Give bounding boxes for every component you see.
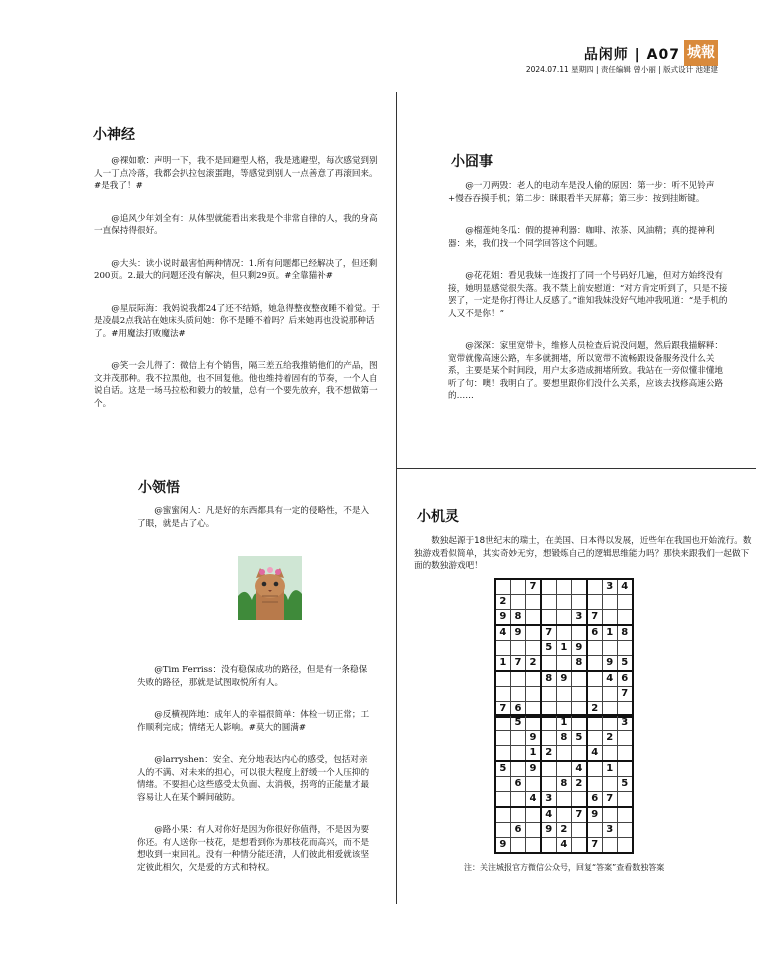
sudoku-cell[interactable] [510,837,525,852]
sudoku-row [495,579,633,594]
sudoku-cell[interactable]: 9 [510,625,525,640]
section-title-xiaojiling: 小机灵 [417,509,459,525]
sudoku-cell[interactable] [602,610,617,625]
post-text: @笑一会儿得了：微信上有个销售，隔三差五给我推销他们的产品，图文并茂那种。我不拉黑他，也不回复他。他也维持着固有的节奏，一个人自说自话。这是一场马拉松和毅力的较量，总有一个要先放弃，我不想做第一个。 [94,361,378,409]
sudoku-cell[interactable] [510,761,525,776]
sudoku-cell[interactable] [587,730,602,745]
sudoku-cell[interactable] [541,730,556,745]
sudoku-cell[interactable] [602,837,617,852]
sudoku-cell[interactable]: 7 [587,610,602,625]
sudoku-row [495,761,633,776]
post-text: @路小果：有人对你好是因为你很好你值得，不是因为要你还。有人送你一枝花，是想看到你为那枝花而高兴，而不是想收到一束回礼。没有一种情分能还清，人们彼此相爱就该坚定彼此相欠，欠是爱的方式和特权。 [137,825,370,873]
sudoku-cell[interactable] [541,594,556,609]
sudoku-cell[interactable]: 7 [495,701,510,716]
sudoku-cell[interactable] [541,776,556,791]
sudoku-cell[interactable]: 5 [617,655,632,670]
sudoku-cell[interactable]: 8 [556,730,571,745]
sudoku-cell[interactable] [587,822,602,837]
sudoku-grid-2 [494,714,634,854]
sudoku-cell[interactable] [587,671,602,686]
sudoku-cell[interactable]: 5 [541,640,556,655]
sudoku-cell[interactable] [510,746,525,761]
sudoku-cell[interactable]: 9 [495,837,510,852]
sudoku-cell[interactable]: 1 [526,746,541,761]
section-title-xiaojiongshi: 小囧事 [451,154,493,170]
sudoku-cell[interactable]: 1 [602,625,617,640]
sudoku-cell[interactable] [571,594,586,609]
sudoku-cell[interactable] [541,610,556,625]
section-body-xiaolingwu-bottom [137,664,373,894]
sudoku-cell[interactable] [617,791,632,806]
sudoku-cell[interactable]: 8 [571,655,586,670]
sudoku-row [495,610,633,625]
sudoku-cell[interactable] [541,686,556,701]
sudoku-cell[interactable]: 4 [602,671,617,686]
sudoku-cell[interactable]: 2 [556,822,571,837]
newspaper-logo: 城報 [684,40,718,66]
sudoku-row [495,837,633,852]
sudoku-cell[interactable] [617,746,632,761]
sudoku-intro: 数独起源于18世纪末的瑞士，在美国、日本得以发展，近些年在我国也开始流行。数独游戏看似简单，其实奇妙无穷，想锻炼自己的逻辑思维能力吗？那快来跟我们一起做下面的数独游戏吧！ [414,536,752,571]
sudoku-cell[interactable]: 4 [526,791,541,806]
sudoku-cell[interactable]: 5 [495,761,510,776]
section-title-xiaolingwu: 小领悟 [138,480,180,496]
sudoku-cell[interactable] [526,822,541,837]
sudoku-cell[interactable] [602,776,617,791]
sudoku-cell[interactable] [495,671,510,686]
page-header-title: 品闲师 | A07 [583,47,680,63]
sudoku-cell[interactable]: 2 [526,655,541,670]
sudoku-cell[interactable] [587,655,602,670]
post-text: @榴莲炖冬瓜：假的提神利器：咖啡、浓茶、风油精；真的提神利器：来，我们找一个同学回答这个问题。 [448,226,715,249]
sudoku-cell[interactable]: 2 [571,776,586,791]
sudoku-cell[interactable]: 4 [571,761,586,776]
sudoku-cell[interactable] [526,807,541,822]
sudoku-cell[interactable] [617,807,632,822]
sudoku-cell[interactable] [541,715,556,730]
sudoku-cell[interactable] [541,655,556,670]
sudoku-cell[interactable] [526,610,541,625]
post-text: @反横视阵地：成年人的幸福很简单：体检一切正常；工作顺利完成；情绪无人影响。#莫大的圆满# [137,710,370,733]
sudoku-cell[interactable]: 6 [587,791,602,806]
sudoku-cell[interactable] [571,837,586,852]
sudoku-cell[interactable] [602,715,617,730]
sudoku-cell[interactable] [587,579,602,594]
sudoku-cell[interactable]: 7 [587,837,602,852]
sudoku-row [495,807,633,822]
sudoku-cell[interactable] [571,715,586,730]
post-text: @花花姐：看见我妹一连拨打了同一个号码好几遍，但对方始终没有接，她明显感觉很失落。我不禁上前安慰道：“对方肯定听到了，只是不接罢了，一定是你打得让人反感了。”谁知我妹没好气地冲我吼道：“是手机的人又不是你！” [448,271,728,319]
sudoku-cell[interactable] [556,791,571,806]
sudoku-cell[interactable] [617,822,632,837]
header-subline: 2024.07.11 星期四 | 责任编辑 曾小丽 | 版式设计 池建建 [525,65,718,74]
sudoku-cell[interactable] [587,776,602,791]
sudoku-cell[interactable]: 1 [495,655,510,670]
sudoku-cell[interactable]: 1 [556,715,571,730]
sudoku-row [495,655,633,670]
sudoku-cell[interactable] [526,625,541,640]
sudoku-cell[interactable]: 2 [587,701,602,716]
sudoku-cell[interactable]: 7 [602,791,617,806]
sudoku-cell[interactable]: 3 [541,791,556,806]
sudoku-cell[interactable] [587,761,602,776]
sudoku-cell[interactable] [617,594,632,609]
post-text: @蜜蜜闲人：凡是好的东西都具有一定的侵略性，不是入了眼，就是占了心。 [137,506,370,529]
sudoku-cell[interactable] [495,822,510,837]
sudoku-cell[interactable]: 9 [602,655,617,670]
sudoku-cell[interactable]: 4 [556,837,571,852]
sudoku-cell[interactable] [510,671,525,686]
sudoku-cell[interactable] [495,715,510,730]
sudoku-cell[interactable]: 9 [541,822,556,837]
sudoku-cell[interactable]: 2 [541,746,556,761]
sudoku-row [495,686,633,701]
sudoku-cell[interactable] [510,594,525,609]
section-body-xiaojiongshi [448,180,730,423]
sudoku-cell[interactable]: 3 [617,715,632,730]
sudoku-cell[interactable]: 3 [571,610,586,625]
sudoku-row [495,715,633,730]
sudoku-cell[interactable] [556,807,571,822]
post-text: @一刀两毁：老人的电动车是没人偷的原因：第一步：听不见铃声+慢吞吞摸手机；第二步：眯眼看半天屏幕；第三步：按到挂断键。 [448,181,715,204]
section-body-xiaoshenjing [94,155,380,430]
sudoku-row [495,776,633,791]
sudoku-cell[interactable] [556,746,571,761]
sudoku-cell[interactable] [526,671,541,686]
sudoku-cell[interactable]: 6 [587,625,602,640]
sudoku-cell[interactable] [571,791,586,806]
sudoku-cell[interactable] [556,655,571,670]
sudoku-cell[interactable] [571,671,586,686]
column-divider-horizontal [396,468,756,469]
sudoku-cell[interactable] [602,807,617,822]
sudoku-cell[interactable] [587,640,602,655]
sudoku-cell[interactable]: 8 [541,671,556,686]
sudoku-cell[interactable]: 5 [510,715,525,730]
sudoku-cell[interactable] [587,686,602,701]
sudoku-cell[interactable] [541,579,556,594]
answer-note: 注：关注城报官方微信公众号，回复“答案”查看数独答案 [464,863,665,872]
sudoku-cell[interactable]: 9 [526,730,541,745]
sudoku-row [495,822,633,837]
sudoku-cell[interactable]: 9 [571,640,586,655]
sudoku-cell[interactable]: 2 [602,730,617,745]
sudoku-cell[interactable]: 1 [556,640,571,655]
sudoku-cell[interactable] [510,686,525,701]
sudoku-cell[interactable] [617,837,632,852]
sudoku-cell[interactable]: 9 [526,761,541,776]
sudoku-cell[interactable] [587,594,602,609]
sudoku-cell[interactable] [541,837,556,852]
sudoku-cell[interactable]: 4 [541,807,556,822]
post-text: @Tim Ferriss：没有稳保成功的路径，但是有一条稳保失败的路径，那就是试图取悦所有人。 [137,665,368,688]
sudoku-cell[interactable]: 8 [617,625,632,640]
sudoku-cell[interactable] [602,686,617,701]
sudoku-cell[interactable] [495,579,510,594]
sudoku-cell[interactable] [526,686,541,701]
sudoku-cell[interactable] [510,640,525,655]
sudoku-cell[interactable]: 4 [587,746,602,761]
sudoku-cell[interactable] [526,594,541,609]
sudoku-cell[interactable] [617,610,632,625]
sudoku-cell[interactable]: 7 [617,686,632,701]
sudoku-cell[interactable]: 8 [510,610,525,625]
sudoku-cell[interactable] [510,730,525,745]
sudoku-cell[interactable] [602,746,617,761]
sudoku-row [495,730,633,745]
section-title-xiaoshenjing: 小神经 [93,127,135,143]
sudoku-row [495,746,633,761]
sudoku-cell[interactable]: 5 [571,730,586,745]
sudoku-cell[interactable]: 7 [526,579,541,594]
sudoku-cell[interactable] [587,715,602,730]
sudoku-row [495,671,633,686]
sudoku-cell[interactable] [556,610,571,625]
sudoku-cell[interactable] [571,686,586,701]
sudoku-cell[interactable]: 8 [556,776,571,791]
sudoku-cell[interactable]: 7 [510,655,525,670]
sudoku-row [495,791,633,806]
post-text: @大头：读小说时最害怕两种情况：1.所有问题都已经解决了，但还剩200页。2.最大的问题还没有解决，但只剩29页。#全靠猫补# [94,258,378,281]
sudoku-cell[interactable] [510,579,525,594]
sudoku-cell[interactable]: 9 [556,671,571,686]
post-text: @深深：家里宽带卡，维修人员检查后说没问题，然后跟我描解释：宽带就像高速公路，车多就拥堵，所以宽带不流畅跟设备服务没什么关系，主要是某个时间段，用户太多造成拥堵所致。我站在一旁似懂非懂地听了句：噢！我明白了。要想里跟你们没什么关系，应该去找修高速公路的…… [448,341,724,401]
sudoku-cell[interactable] [571,746,586,761]
sudoku-cell[interactable] [556,761,571,776]
sudoku-cell[interactable] [571,625,586,640]
sudoku-cell[interactable]: 1 [602,761,617,776]
post-text: @星辰际海：我妈说我都24了还不结婚，她急得整夜整夜睡不着觉。于是凌晨2点我站在她床头质问她：你不是睡不着吗？后来她再也没说那种话了。#用魔法打败魔法# [94,303,380,339]
sudoku-row [495,640,633,655]
sudoku-cell[interactable] [495,730,510,745]
sudoku-cell[interactable]: 6 [510,701,525,716]
post-text: @追风少年刘全有：从体型就能看出来我是个非常自律的人，我的身高一直保持得很好。 [94,213,378,236]
sudoku-cell[interactable]: 4 [495,625,510,640]
sudoku-cell[interactable] [495,807,510,822]
sudoku-cell[interactable]: 9 [495,610,510,625]
sudoku-cell[interactable] [571,579,586,594]
sudoku-cell[interactable]: 2 [495,594,510,609]
sudoku-cell[interactable]: 5 [617,776,632,791]
sudoku-cell[interactable]: 6 [510,822,525,837]
sudoku-cell[interactable]: 6 [510,776,525,791]
sudoku-cell[interactable] [541,761,556,776]
sudoku-cell[interactable]: 7 [571,807,586,822]
sudoku-cell[interactable] [510,807,525,822]
sudoku-cell[interactable]: 7 [541,625,556,640]
sudoku-cell[interactable] [495,776,510,791]
post-text: @裸如歌：声明一下，我不是回避型人格，我是逃避型，每次感觉到别人一丁点冷落，我都会扒拉包滚蛋跑，等感觉到别人一点善意了再滚回来。#是我了！# [94,156,378,191]
sudoku-cell[interactable] [526,640,541,655]
sudoku-cell[interactable] [617,761,632,776]
sudoku-cell[interactable] [556,625,571,640]
sudoku-cell[interactable] [602,640,617,655]
sudoku-row [495,594,633,609]
sudoku-cell[interactable]: 3 [602,579,617,594]
sudoku-cell[interactable]: 6 [617,671,632,686]
sudoku-cell[interactable] [495,746,510,761]
sudoku-cell[interactable] [526,715,541,730]
column-divider-vertical [396,92,397,904]
sudoku-cell[interactable] [495,791,510,806]
sudoku-cell[interactable] [617,730,632,745]
sudoku-cell[interactable] [495,640,510,655]
sudoku-cell[interactable] [556,594,571,609]
sudoku-cell[interactable]: 9 [587,807,602,822]
sudoku-row [495,625,633,640]
sudoku-grid-1 [494,578,634,718]
sudoku-cell[interactable] [571,822,586,837]
sudoku-cell[interactable] [556,579,571,594]
sudoku-cell[interactable] [602,594,617,609]
cartoon-cat-avatar-icon [238,556,302,620]
sudoku-cell[interactable] [510,791,525,806]
sudoku-cell[interactable] [617,640,632,655]
sudoku-cell[interactable]: 3 [602,822,617,837]
sudoku-cell[interactable] [556,686,571,701]
post-text: @larryshen：安全、充分地表达内心的感受，包括对亲人的不满、对未来的担心，可以很大程度上舒缓一个人压抑的情绪。不要担心这些感受太负面、太消极，拐弯的正能量才最容易让人在某个瞬间破防。 [137,755,370,803]
sudoku-cell[interactable]: 4 [617,579,632,594]
sudoku-cell[interactable] [495,686,510,701]
section-body-xiaolingwu-top [137,505,373,550]
sudoku-cell[interactable] [526,837,541,852]
sudoku-cell[interactable] [526,776,541,791]
